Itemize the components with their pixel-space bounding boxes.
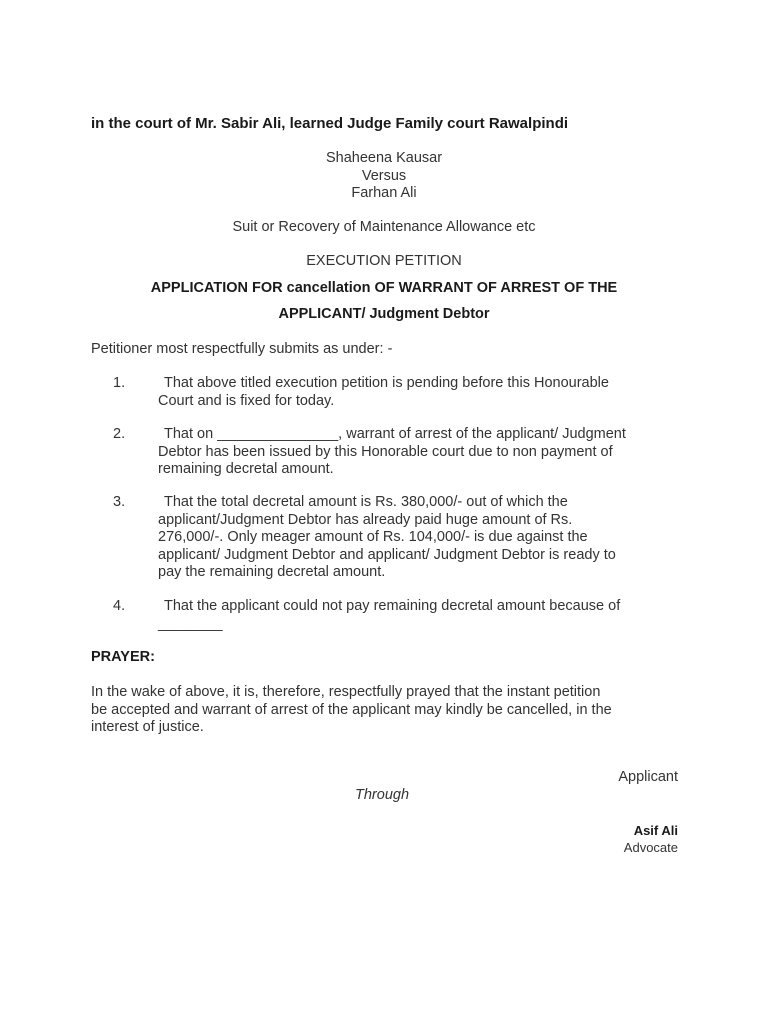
item-number: 3. bbox=[113, 494, 126, 510]
item-number: 2. bbox=[113, 426, 126, 442]
item-line: That above titled execution petition is pending before this Honourable bbox=[164, 375, 609, 391]
intro-text: Petitioner most respectfully submits as under: - bbox=[91, 341, 393, 357]
list-item-3 bbox=[91, 494, 691, 584]
item-line: Debtor has been issued by this Honorable court due to non payment of bbox=[158, 443, 613, 460]
through-label: Through bbox=[355, 787, 410, 803]
item-line: pay the remaining decretal amount. bbox=[158, 564, 386, 580]
respondent-name: Farhan Ali bbox=[351, 185, 417, 201]
list-item-1 bbox=[91, 375, 691, 411]
list-item-2 bbox=[91, 426, 691, 480]
versus-label: Versus bbox=[361, 168, 407, 184]
item-line: That on _______________, warrant of arrest of the applicant/ Judgment bbox=[164, 426, 626, 442]
court-title: in the court of Mr. Sabir Ali, learned Judge Family court Rawalpindi bbox=[91, 115, 569, 132]
item-line: That the applicant could not pay remaining decretal amount because of bbox=[164, 598, 621, 614]
petitioner-name: Shaheena Kausar bbox=[325, 150, 443, 166]
application-title-line2: APPLICANT/ Judgment Debtor bbox=[278, 306, 490, 322]
list-item-4 bbox=[91, 598, 691, 634]
advocate-name: Asif Ali bbox=[633, 823, 678, 838]
item-line: ________ bbox=[158, 615, 223, 632]
item-line: That the total decretal amount is Rs. 380,000/- out of which the bbox=[164, 494, 568, 510]
petition-type: EXECUTION PETITION bbox=[306, 253, 462, 269]
item-number: 1. bbox=[113, 375, 126, 391]
prayer-line: be accepted and warrant of arrest of the applicant may kindly be cancelled, in the bbox=[91, 701, 612, 718]
applicant-label: Applicant bbox=[618, 769, 678, 785]
prayer-line: interest of justice. bbox=[91, 719, 204, 735]
item-line: remaining decretal amount. bbox=[158, 461, 334, 477]
item-number: 4. bbox=[113, 598, 126, 614]
prayer-heading: PRAYER: bbox=[91, 649, 155, 665]
prayer-line: In the wake of above, it is, therefore, respectfully prayed that the instant petition bbox=[91, 684, 601, 700]
advocate-title: Advocate bbox=[623, 840, 678, 855]
item-line: applicant/ Judgment Debtor and applicant/ Judgment Debtor is ready to bbox=[158, 546, 616, 563]
item-line: Court and is fixed for today. bbox=[158, 392, 335, 409]
item-line: applicant/Judgment Debtor has already paid huge amount of Rs. bbox=[158, 511, 573, 528]
suit-title: Suit or Recovery of Maintenance Allowance etc bbox=[232, 219, 536, 235]
prayer-text bbox=[91, 684, 691, 737]
item-line: 276,000/-. Only meager amount of Rs. 104,000/- is due against the bbox=[158, 529, 588, 545]
application-title-line1: APPLICATION FOR cancellation OF WARRANT OF ARREST OF THE bbox=[150, 280, 618, 296]
